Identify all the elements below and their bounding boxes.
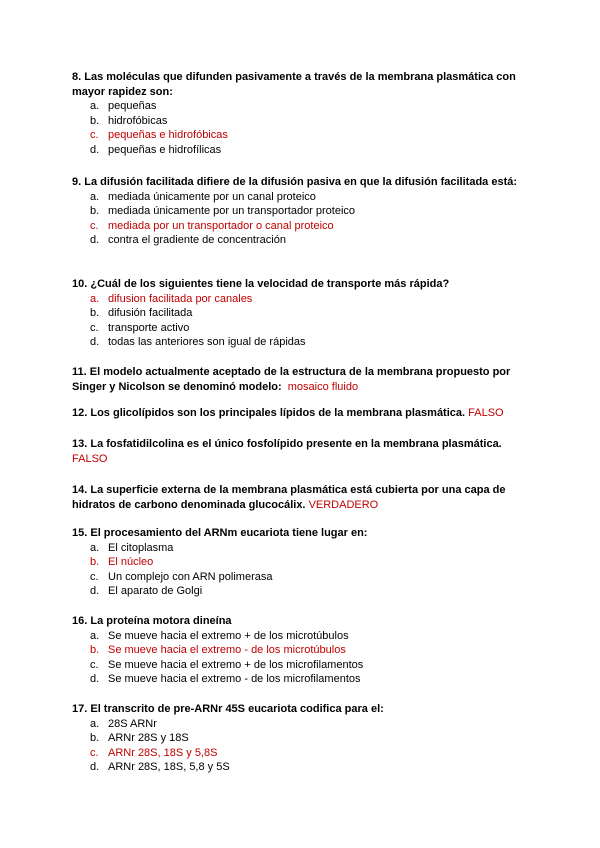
option-d: d. pequeñas e hidrofílicas [90, 143, 222, 156]
option-list [72, 717, 542, 775]
option-a: a. mediada únicamente por un canal proteico [90, 190, 316, 203]
answer-text: VERDADERO [308, 498, 379, 511]
question-10 [72, 277, 542, 350]
option-list [72, 629, 542, 687]
question-text: El transcrito de pre-ARNr 45S eucariota codifica para el: [90, 703, 384, 715]
option-c-correct: c. ARNr 28S, 18S y 5,8S [90, 746, 218, 759]
option-list [72, 541, 542, 599]
question-text: La proteína motora dineína [90, 615, 232, 627]
question-9 [72, 175, 542, 248]
option-list [72, 292, 542, 350]
question-title [72, 614, 542, 629]
question-text: La superficie externa de la membrana plasmática está cubierta por una capa de hidratos de carbono denominada glucocálix. [72, 484, 506, 511]
question-number: 17. [72, 703, 88, 715]
question-text: Las moléculas que difunden pasivamente a través de la membrana plasmática con mayor rapidez son: [72, 71, 516, 98]
option-c: c. transporte activo [90, 321, 190, 334]
question-number: 13. [72, 438, 88, 450]
question-text: Los glicolípidos son los principales lípidos de la membrana plasmática. [90, 407, 466, 419]
question-text: El procesamiento del ARNm eucariota tiene lugar en: [90, 527, 368, 539]
option-c-correct: c. mediada por un transportador o canal proteico [90, 219, 334, 232]
option-b: b. difusión facilitada [90, 307, 193, 319]
question-14 [72, 483, 542, 512]
question-11 [72, 365, 542, 394]
question-17 [72, 702, 542, 775]
question-number: 11. [72, 366, 87, 378]
option-d: d. contra el gradiente de concentración [90, 234, 286, 246]
option-b: b. ARNr 28S y 18S [90, 732, 189, 744]
option-d: d. Se mueve hacia el extremo - de los microfilamentos [90, 673, 361, 685]
option-a: a. 28S ARNr [90, 717, 157, 730]
question-number: 8. [72, 71, 82, 83]
question-number: 15. [72, 527, 88, 539]
question-16 [72, 614, 542, 687]
option-b-correct: b. El núcleo [90, 556, 154, 568]
question-number: 12. [72, 407, 88, 419]
option-d: d. todas las anteriores son igual de rápidas [90, 336, 306, 348]
option-c-correct: c. pequeñas e hidrofóbicas [90, 129, 228, 141]
answer-text: FALSO [72, 452, 108, 465]
question-number: 14. [72, 484, 88, 496]
option-c: c. Se mueve hacia el extremo + de los microfilamentos [90, 658, 364, 671]
option-list [72, 99, 542, 157]
question-13 [72, 437, 542, 466]
option-c: c. Un complejo con ARN polimerasa [90, 570, 273, 583]
question-15 [72, 526, 542, 599]
option-d: d. ARNr 28S, 18S, 5,8 y 5S [90, 761, 230, 773]
option-b: b. mediada únicamente por un transportador proteico [90, 205, 356, 217]
question-text: El modelo actualmente aceptado de la estructura de la membrana propuesto por Singer y Nicolson se denominó modelo: [72, 366, 511, 393]
option-a: a. pequeñas [90, 100, 157, 112]
question-12 [72, 406, 542, 421]
option-a: a. El citoplasma [90, 541, 174, 554]
question-text: La fosfatidilcolina es el único fosfolípido presente en la membrana plasmática. [90, 438, 502, 450]
question-number: 10. [72, 278, 88, 290]
question-number: 9. [72, 176, 82, 188]
question-title [72, 526, 542, 541]
option-a: a. Se mueve hacia el extremo + de los microtúbulos [90, 629, 349, 642]
question-title [72, 277, 542, 292]
option-list [72, 190, 542, 248]
option-b: b. hidrofóbicas [90, 114, 168, 127]
option-b-correct: b. Se mueve hacia el extremo - de los microtúbulos [90, 644, 346, 656]
question-number: 16. [72, 615, 88, 627]
question-8 [72, 70, 542, 157]
question-title [72, 175, 542, 190]
question-title [72, 70, 542, 99]
question-text: ¿Cuál de los siguientes tiene la velocidad de transporte más rápida? [90, 278, 450, 290]
question-text: La difusión facilitada difiere de la difusión pasiva en que la difusión facilitada está: [84, 176, 518, 188]
option-d: d. El aparato de Golgi [90, 585, 203, 597]
answer-text: mosaico fluido [287, 380, 359, 393]
question-title [72, 702, 542, 717]
option-a-correct: a. difusion facilitada por canales [90, 292, 253, 305]
answer-text: FALSO [468, 407, 504, 419]
